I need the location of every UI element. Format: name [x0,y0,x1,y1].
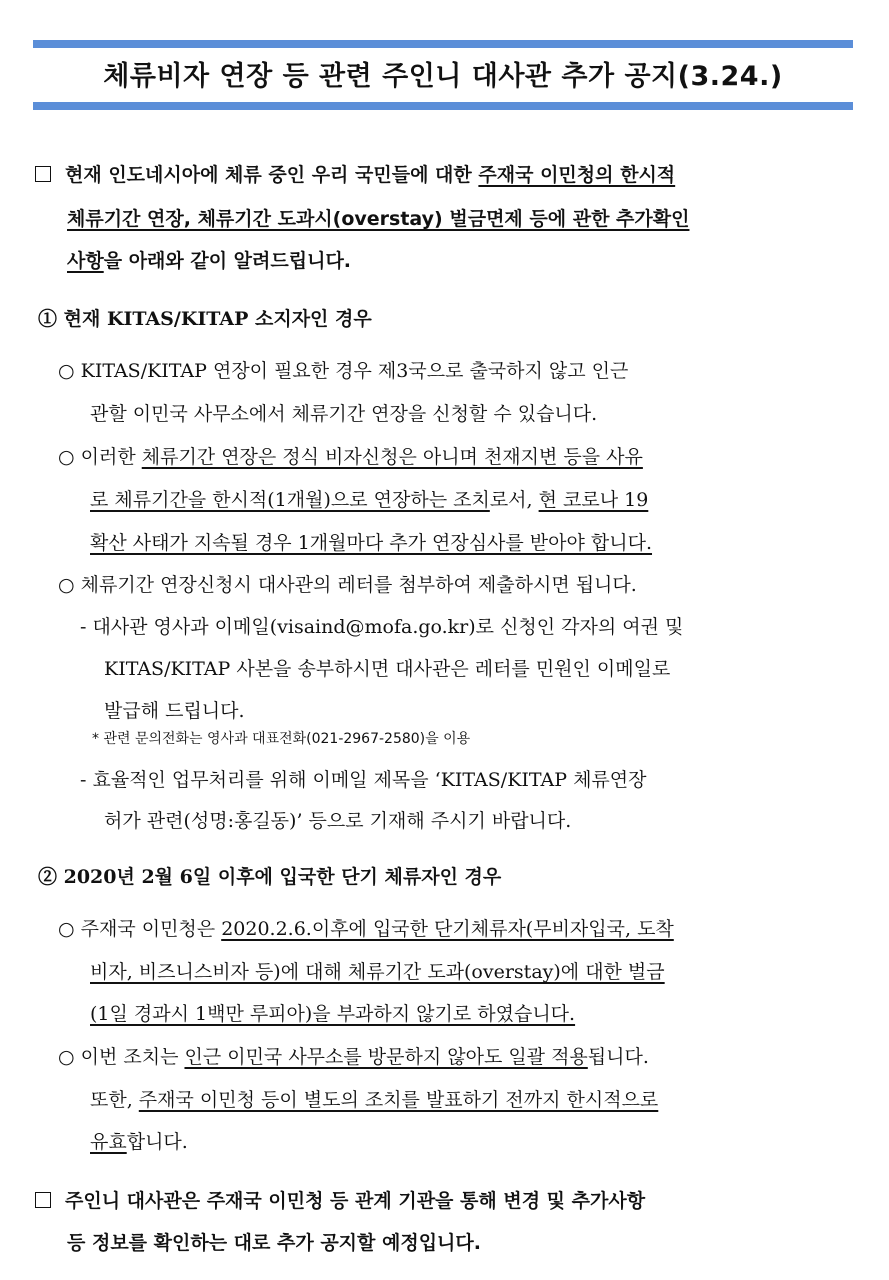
s1-dash-2-line-1: - 효율적인 업무처리를 위해 이메일 제목을 ‘KITAS/KITAP 체류연장 [80,769,647,791]
s1-bullet-2-line-1: ○ 이러한 체류기간 연장은 정식 비자신청은 아니며 천재지변 등을 사유 [58,446,643,468]
intro-line-2: 체류기간 연장, 체류기간 도과시(overstay) 벌금면제 등에 관한 추가확인 [67,208,690,230]
s2-bullet-2-line-2: 또한, 주재국 이민청 등이 별도의 조치를 발표하기 전까지 한시적으로 [90,1089,659,1111]
s1-dash-1-line-1: - 대사관 영사과 이메일(visaind@mofa.go.kr)로 신청인 각자의 여권 및 [80,616,684,638]
closing-line-1: 주인니 대사관은 주재국 이민청 등 관계 기관을 통해 변경 및 추가사항 [35,1186,645,1213]
page-title: 체류비자 연장 등 관련 주인니 대사관 추가 공지(3.24.) [103,61,783,92]
s1-dash-1-line-3: 발급해 드립니다. [104,700,245,722]
s1-note: * 관련 문의전화는 영사과 대표전화(021-2967-2580)을 이용 [92,731,471,747]
checkbox-bullet-icon [35,166,51,182]
s1-bullet-1-line-1: ○ KITAS/KITAP 연장이 필요한 경우 제3국으로 출국하지 않고 인근 [58,360,629,382]
section-1-heading: ① 현재 KITAS/KITAP 소지자인 경우 [38,308,372,330]
title-top-bar [33,40,853,48]
s1-bullet-2-line-3: 확산 사태가 지속될 경우 1개월마다 추가 연장심사를 받아야 합니다. [90,532,653,554]
s2-bullet-1-line-2: 비자, 비즈니스비자 등)에 대해 체류기간 도과(overstay)에 대한 벌금 [90,961,665,983]
s2-bullet-1-line-3: (1일 경과시 1백만 루피아)을 부과하지 않기로 하였습니다. [90,1003,576,1025]
intro-line-3: 사항을 아래와 같이 알려드립니다. [67,250,352,272]
intro-line-1: 현재 인도네시아에 체류 중인 우리 국민들에 대한 주재국 이민청의 한시적 [35,160,675,187]
section-2-heading: ② 2020년 2월 6일 이후에 입국한 단기 체류자인 경우 [38,866,502,888]
s1-bullet-2-line-2: 로 체류기간을 한시적(1개월)으로 연장하는 조치로서, 현 코로나 19 [90,489,649,511]
s2-bullet-2-line-1: ○ 이번 조치는 인근 이민국 사무소를 방문하지 않아도 일괄 적용됩니다. [58,1046,649,1068]
s1-bullet-1-line-2: 관할 이민국 사무소에서 체류기간 연장을 신청할 수 있습니다. [90,403,598,425]
s2-bullet-1-line-1: ○ 주재국 이민청은 2020.2.6.이후에 입국한 단기체류자(무비자입국, 도착 [58,918,674,940]
s1-dash-1-line-2: KITAS/KITAP 사본을 송부하시면 대사관은 레터를 민원인 이메일로 [104,658,671,680]
s2-bullet-2-line-3: 유효합니다. [90,1131,188,1153]
s1-bullet-3: ○ 체류기간 연장신청시 대사관의 레터를 첨부하여 제출하시면 됩니다. [58,574,637,596]
s1-dash-2-line-2: 허가 관련(성명:홍길동)’ 등으로 기재해 주시기 바랍니다. [104,810,572,832]
closing-line-2: 등 정보를 확인하는 대로 추가 공지할 예정입니다. [67,1232,481,1254]
title-bottom-bar [33,102,853,110]
checkbox-bullet-icon [35,1192,51,1208]
